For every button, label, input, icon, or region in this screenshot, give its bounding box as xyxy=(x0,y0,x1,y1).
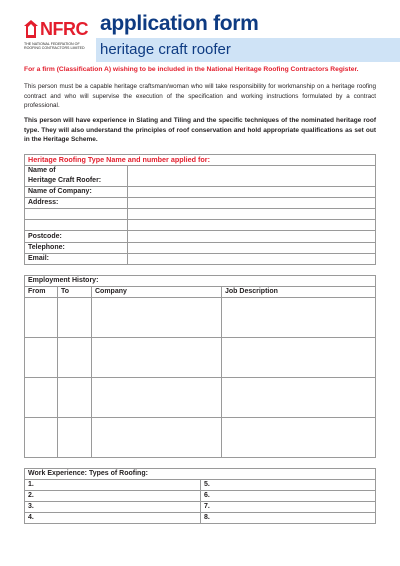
header xyxy=(0,10,400,62)
address-field-2[interactable] xyxy=(128,209,376,220)
nfrc-logo xyxy=(24,18,94,58)
experience-row-1 xyxy=(25,480,376,491)
company-field[interactable] xyxy=(128,187,376,198)
address-field-1[interactable] xyxy=(128,198,376,209)
logo-acronym: NFRC xyxy=(40,19,88,39)
personal-heading-row xyxy=(25,155,376,166)
employment-company-1[interactable] xyxy=(92,298,222,338)
col-job-description: Job Description xyxy=(222,287,376,298)
col-company: Company xyxy=(92,287,222,298)
employment-from-2[interactable] xyxy=(25,338,58,378)
postcode-field[interactable] xyxy=(128,231,376,243)
col-from: From xyxy=(25,287,58,298)
experience-heading-row xyxy=(25,469,376,480)
experience-item-1[interactable]: 1. xyxy=(25,480,201,491)
employment-company-2[interactable] xyxy=(92,338,222,378)
employment-to-4[interactable] xyxy=(58,418,92,458)
name-field[interactable] xyxy=(128,166,376,187)
name-row xyxy=(25,166,376,187)
employment-company-4[interactable] xyxy=(92,418,222,458)
experience-item-8[interactable]: 8. xyxy=(201,513,376,524)
name-label-line-2: Heritage Craft Roofer: xyxy=(28,177,102,184)
company-row xyxy=(25,187,376,198)
experience-item-5[interactable]: 5. xyxy=(201,480,376,491)
address-blank-label-2 xyxy=(25,209,128,220)
employment-to-2[interactable] xyxy=(58,338,92,378)
logo-line-2: ROOFING CONTRACTORS LIMITED xyxy=(24,46,85,51)
telephone-row xyxy=(25,243,376,254)
experience-row-4 xyxy=(25,513,376,524)
employment-heading-row xyxy=(25,276,376,287)
col-to: To xyxy=(58,287,92,298)
telephone-label: Telephone: xyxy=(25,243,128,254)
email-row xyxy=(25,254,376,265)
experience-item-7[interactable]: 7. xyxy=(201,502,376,513)
experience-item-4[interactable]: 4. xyxy=(25,513,201,524)
house-icon xyxy=(24,20,38,38)
employment-row-4 xyxy=(25,418,376,458)
company-label: Name of Company: xyxy=(25,187,128,198)
employment-job-3[interactable] xyxy=(222,378,376,418)
intro-paragraph-1: This person must be a capable heritage craftsman/woman who will take responsibility for workmanship on a heritage roofing contract and who will supervise the execution of the specification and working instructions formulated by a contract professional. xyxy=(24,83,376,109)
employment-to-3[interactable] xyxy=(58,378,92,418)
employment-heading: Employment History: xyxy=(25,276,376,287)
title-bar xyxy=(96,10,400,62)
employment-row-1 xyxy=(25,298,376,338)
telephone-field[interactable] xyxy=(128,243,376,254)
personal-details-table xyxy=(24,154,376,265)
page-title: application form xyxy=(100,12,259,35)
address-row-3 xyxy=(25,220,376,231)
employment-job-1[interactable] xyxy=(222,298,376,338)
postcode-row xyxy=(25,231,376,243)
experience-item-3[interactable]: 3. xyxy=(25,502,201,513)
employment-from-1[interactable] xyxy=(25,298,58,338)
experience-item-2[interactable]: 2. xyxy=(25,491,201,502)
name-label xyxy=(25,166,128,187)
logo-subtitle xyxy=(24,42,92,51)
logo-mark xyxy=(24,18,94,40)
employment-row-2 xyxy=(25,338,376,378)
address-row xyxy=(25,198,376,209)
intro-classification: For a firm (Classification A) wishing to be included in the National Heritage Roofing Contractors Register. xyxy=(24,66,359,73)
email-field[interactable] xyxy=(128,254,376,265)
employment-row-3 xyxy=(25,378,376,418)
employment-header-row xyxy=(25,287,376,298)
postcode-label: Postcode: xyxy=(25,231,128,243)
address-label: Address: xyxy=(25,198,128,209)
title-main-band xyxy=(96,10,400,38)
employment-history-table xyxy=(24,275,376,458)
experience-heading: Work Experience: Types of Roofing: xyxy=(25,469,376,480)
title-sub-band xyxy=(96,38,400,62)
employment-job-4[interactable] xyxy=(222,418,376,458)
address-row-2 xyxy=(25,209,376,220)
address-field-3[interactable] xyxy=(128,220,376,231)
experience-item-6[interactable]: 6. xyxy=(201,491,376,502)
personal-heading: Heritage Roofing Type Name and number applied for: xyxy=(25,155,376,166)
employment-from-4[interactable] xyxy=(25,418,58,458)
employment-from-3[interactable] xyxy=(25,378,58,418)
logo-line-1: THE NATIONAL FEDERATION OF xyxy=(24,42,80,46)
experience-row-3 xyxy=(25,502,376,513)
intro-paragraph-2: This person will have experience in Slating and Tiling and the specific techniques of the nominated heritage roof type. They will also understand the principles of roof conservation and hold appropriate qualifications as set out in the Heritage Scheme. xyxy=(24,117,376,143)
work-experience-table xyxy=(24,468,376,524)
employment-job-2[interactable] xyxy=(222,338,376,378)
employment-company-3[interactable] xyxy=(92,378,222,418)
experience-row-2 xyxy=(25,491,376,502)
email-label: Email: xyxy=(25,254,128,265)
address-blank-label-3 xyxy=(25,220,128,231)
name-label-line-1: Name of xyxy=(28,167,56,174)
employment-to-1[interactable] xyxy=(58,298,92,338)
page-subtitle: heritage craft roofer xyxy=(100,41,231,58)
